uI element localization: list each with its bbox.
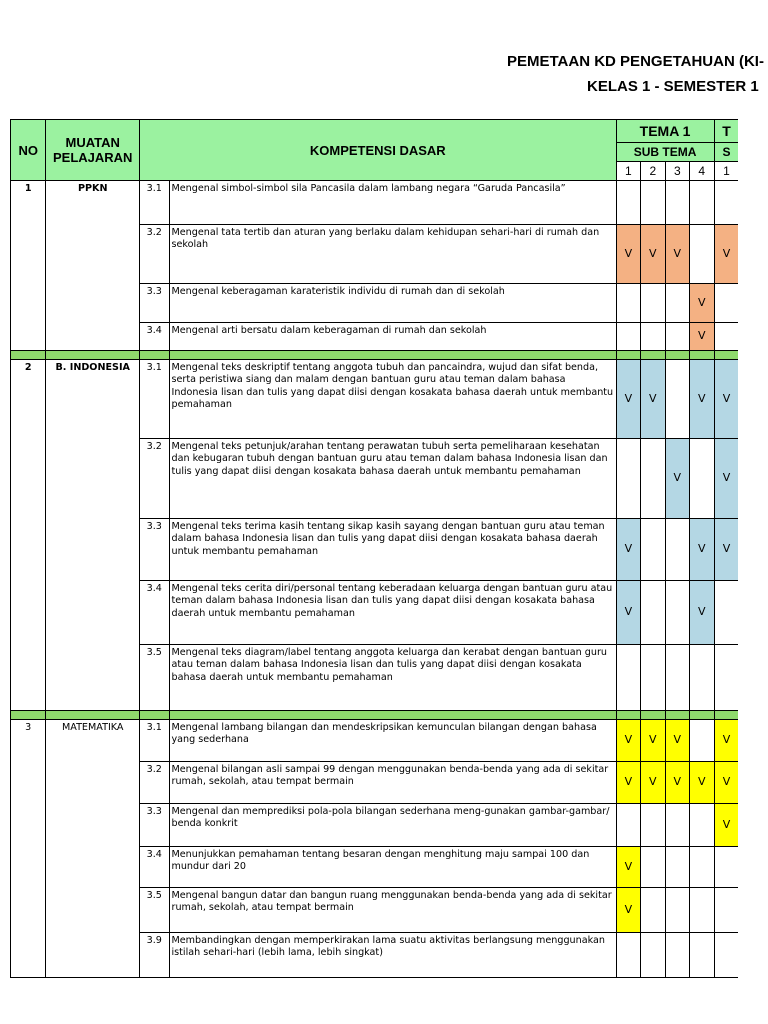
- subtema-mark: V: [690, 284, 714, 323]
- subtema-mark: V: [641, 762, 665, 804]
- section-separator: [11, 711, 768, 720]
- subtema-mark: [665, 360, 689, 439]
- subtema-mark: V: [690, 581, 714, 645]
- subtema-mark: [665, 804, 689, 847]
- header-subtema-col-2: 2: [641, 162, 665, 181]
- subtema-mark: [665, 645, 689, 711]
- header-muatan-pelajaran: MUATAN PELAJARAN: [46, 120, 140, 181]
- subject-name: B. INDONESIA: [46, 360, 140, 711]
- subtema-mark: [616, 439, 640, 519]
- subtema-mark: [714, 323, 738, 351]
- kd-description: Mengenal dan memprediksi pola-pola bilangan sederhana meng-gunakan gambar-gambar/ benda konkrit: [169, 804, 616, 847]
- subtema-mark: V: [714, 519, 738, 581]
- subtema-mark: V: [665, 439, 689, 519]
- subtema-mark: [616, 181, 640, 225]
- table-row: [11, 181, 768, 225]
- page-subtitle: KELAS 1 - SEMESTER 1: [587, 78, 759, 95]
- subtema-mark: V: [690, 360, 714, 439]
- subtema-mark: V: [616, 762, 640, 804]
- subtema-mark: [641, 519, 665, 581]
- subtema-mark: [714, 284, 738, 323]
- subject-number: 3: [11, 720, 46, 978]
- subtema-mark: [690, 645, 714, 711]
- header-subtema-col-1: 1: [616, 162, 640, 181]
- subtema-mark: V: [616, 225, 640, 284]
- subtema-mark: V: [714, 762, 738, 804]
- kd-code: 3.1: [139, 360, 169, 439]
- subtema-mark: [665, 323, 689, 351]
- kd-description: Menunjukkan pemahaman tentang besaran dengan menghitung maju sampai 100 dan mundur dari 20: [169, 847, 616, 888]
- subtema-mark: [641, 888, 665, 933]
- kd-code: 3.3: [139, 284, 169, 323]
- page-title: PEMETAAN KD PENGETAHUAN (KI-: [507, 53, 764, 70]
- subject-number: 1: [11, 181, 46, 351]
- subtema-mark: V: [616, 360, 640, 439]
- subtema-mark: [665, 847, 689, 888]
- subtema-mark: [690, 720, 714, 762]
- subtema-mark: [690, 439, 714, 519]
- subtema-mark: [641, 933, 665, 978]
- kd-code: 3.5: [139, 888, 169, 933]
- subtema-mark: [714, 847, 738, 888]
- kd-code: 3.4: [139, 847, 169, 888]
- header-subtema-col-5: 1: [714, 162, 738, 181]
- table-row: [11, 360, 768, 439]
- subtema-mark: [690, 888, 714, 933]
- kd-description: Mengenal simbol-simbol sila Pancasila dalam lambang negara “Garuda Pancasila”: [169, 181, 616, 225]
- subtema-mark: [665, 888, 689, 933]
- subtema-mark: V: [641, 360, 665, 439]
- subtema-mark: [641, 439, 665, 519]
- subtema-mark: V: [665, 762, 689, 804]
- kd-code: 3.3: [139, 519, 169, 581]
- subtema-mark: V: [641, 720, 665, 762]
- subtema-mark: [616, 645, 640, 711]
- subtema-mark: [641, 323, 665, 351]
- subtema-mark: [714, 181, 738, 225]
- kd-code: 3.2: [139, 225, 169, 284]
- kd-description: Mengenal teks petunjuk/arahan tentang perawatan tubuh serta pemeliharaan kesehatan dan kebugaran tubuh dengan bantuan guru atau teman dalam bahasa Indonesia lisan dan tulis yang dapat diisi dengan kosakata bahasa daerah untuk membantu pemahaman: [169, 439, 616, 519]
- subtema-mark: [641, 847, 665, 888]
- subtema-mark: [641, 181, 665, 225]
- subtema-mark: V: [616, 720, 640, 762]
- subtema-mark: [714, 645, 738, 711]
- kd-description: Mengenal bangun datar dan bangun ruang menggunakan benda-benda yang ada di sekitar rumah, sekolah, atau tempat bermain: [169, 888, 616, 933]
- kd-code: 3.2: [139, 439, 169, 519]
- subtema-mark: [714, 888, 738, 933]
- subtema-mark: V: [714, 225, 738, 284]
- subtema-mark: [690, 181, 714, 225]
- subtema-mark: [641, 581, 665, 645]
- subtema-mark: V: [616, 519, 640, 581]
- kd-description: Mengenal teks cerita diri/personal tentang keberadaan keluarga dengan bantuan guru atau teman dalam bahasa Indonesia lisan dan tulis yang dapat diisi dengan kosakata bahasa daerah untuk membantu pemahaman: [169, 581, 616, 645]
- subtema-mark: [690, 804, 714, 847]
- subtema-mark: [665, 581, 689, 645]
- subtema-mark: [665, 519, 689, 581]
- subtema-mark: [690, 225, 714, 284]
- subtema-mark: [641, 284, 665, 323]
- header-no: NO: [11, 120, 46, 181]
- header-subtema-col-3: 3: [665, 162, 689, 181]
- header-kompetensi-dasar: KOMPETENSI DASAR: [139, 120, 616, 181]
- subject-name: PPKN: [46, 181, 140, 351]
- subtema-mark: [714, 581, 738, 645]
- subtema-mark: [641, 645, 665, 711]
- kd-code: 3.5: [139, 645, 169, 711]
- subtema-mark: V: [616, 888, 640, 933]
- subtema-mark: V: [690, 519, 714, 581]
- header-tema-2-partial: T: [714, 120, 738, 143]
- kd-description: Mengenal arti bersatu dalam keberagaman di rumah dan sekolah: [169, 323, 616, 351]
- kd-description: Mengenal bilangan asli sampai 99 dengan menggunakan benda-benda yang ada di sekitar rumah, sekolah, atau tempat bermain: [169, 762, 616, 804]
- subtema-mark: V: [714, 720, 738, 762]
- kd-description: Mengenal teks diagram/label tentang anggota keluarga dan kerabat dengan bantuan guru atau teman dalam bahasa Indonesia lisan dan tulis yang dapat diisi dengan kosakata bahasa daerah untuk membantu pemahaman: [169, 645, 616, 711]
- subtema-mark: [616, 804, 640, 847]
- subtema-mark: V: [665, 225, 689, 284]
- subtema-mark: [665, 933, 689, 978]
- subtema-mark: V: [714, 439, 738, 519]
- kd-code: 3.4: [139, 323, 169, 351]
- subtema-mark: V: [616, 847, 640, 888]
- kd-description: Mengenal teks terima kasih tentang sikap kasih sayang dengan bantuan guru atau teman dalam bahasa Indonesia lisan dan tulis yang dapat diisi dengan kosakata bahasa daerah untuk membantu pemahaman: [169, 519, 616, 581]
- kd-mapping-table: [10, 119, 768, 978]
- kd-description: Mengenal tata tertib dan aturan yang berlaku dalam kehidupan sehari-hari di rumah dan sekolah: [169, 225, 616, 284]
- header-sub-tema-partial: S: [714, 143, 738, 162]
- header-sub-tema: SUB TEMA: [616, 143, 714, 162]
- table-row: [11, 720, 768, 762]
- header-tema-1: TEMA 1: [616, 120, 714, 143]
- subtema-mark: [616, 933, 640, 978]
- kd-code: 3.2: [139, 762, 169, 804]
- kd-description: Membandingkan dengan memperkirakan lama suatu aktivitas berlangsung menggunakan istilah sehari-hari (lebih lama, lebih singkat): [169, 933, 616, 978]
- subtema-mark: [665, 284, 689, 323]
- subtema-mark: [616, 284, 640, 323]
- subtema-mark: [714, 933, 738, 978]
- header-subtema-col-4: 4: [690, 162, 714, 181]
- subtema-mark: V: [714, 360, 738, 439]
- kd-code: 3.1: [139, 720, 169, 762]
- kd-code: 3.3: [139, 804, 169, 847]
- kd-code: 3.9: [139, 933, 169, 978]
- section-separator: [11, 351, 768, 360]
- subject-number: 2: [11, 360, 46, 711]
- subtema-mark: V: [641, 225, 665, 284]
- subtema-mark: V: [616, 581, 640, 645]
- subtema-mark: V: [690, 762, 714, 804]
- kd-code: 3.1: [139, 181, 169, 225]
- kd-description: Mengenal teks deskriptif tentang anggota tubuh dan pancaindra, wujud dan sifat benda, serta peristiwa siang dan malam dengan bantuan guru atau teman dalam bahasa Indonesia lisan dan tulis yang dapat diisi dengan kosakata bahasa daerah untuk membantu pemahaman: [169, 360, 616, 439]
- kd-description: Mengenal lambang bilangan dan mendeskripsikan kemunculan bilangan dengan bahasa yang sederhana: [169, 720, 616, 762]
- subtema-mark: [690, 847, 714, 888]
- subtema-mark: [641, 804, 665, 847]
- subtema-mark: V: [665, 720, 689, 762]
- subject-name: MATEMATIKA: [46, 720, 140, 978]
- subtema-mark: V: [714, 804, 738, 847]
- subtema-mark: [690, 933, 714, 978]
- kd-code: 3.4: [139, 581, 169, 645]
- subtema-mark: V: [690, 323, 714, 351]
- subtema-mark: [665, 181, 689, 225]
- subtema-mark: [616, 323, 640, 351]
- kd-description: Mengenal keberagaman karateristik individu di rumah dan di sekolah: [169, 284, 616, 323]
